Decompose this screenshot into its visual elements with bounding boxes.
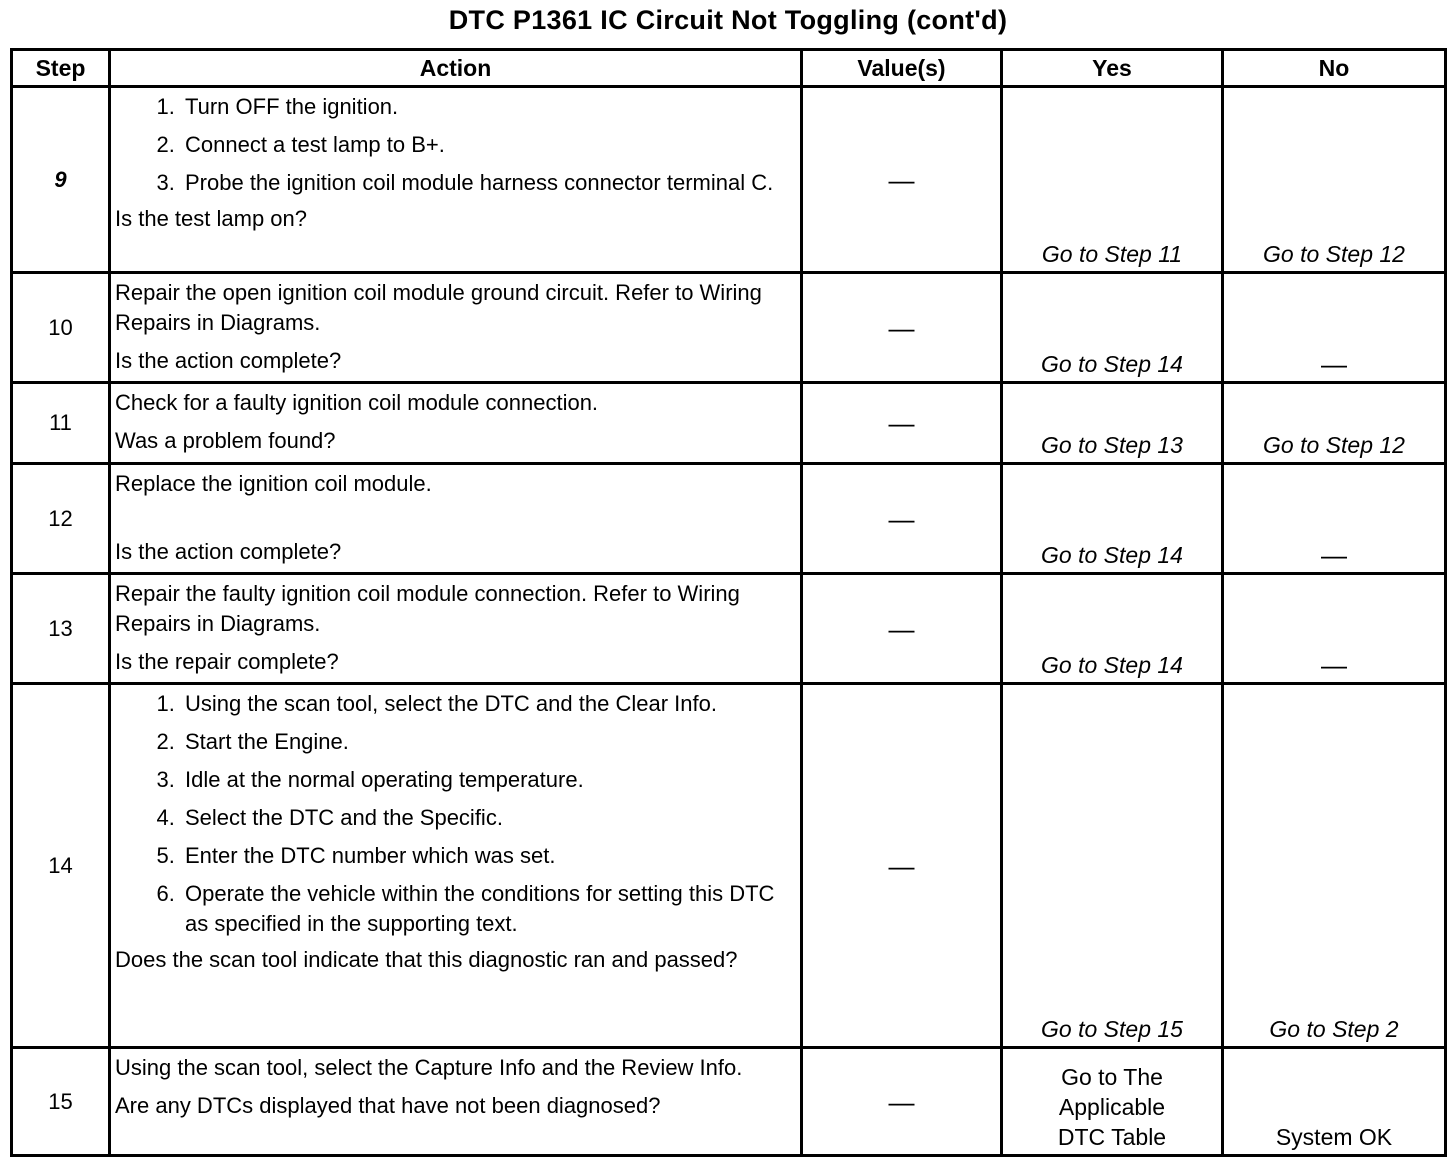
diagnostic-table [10,48,1447,1157]
action-cell [110,684,802,1048]
action-cell [110,273,802,383]
action-cell [110,464,802,574]
yes-cell: Go to Step 14 [1002,574,1223,684]
value-cell: — [802,684,1002,1048]
step-number: 9 [12,87,110,273]
list-item: 2. Start the Engine. [181,727,794,757]
header-action: Action [110,50,802,87]
action-question: Is the test lamp on? [115,206,307,231]
action-text: Repair the faulty ignition coil module connection. Refer to Wiring Repairs in Diagrams. [115,581,740,636]
action-text: Check for a faulty ignition coil module connection. [115,390,599,415]
yes-cell: Go to Step 14 [1002,464,1223,574]
list-item: 2. Connect a test lamp to B+. [181,130,794,160]
value-cell: — [802,574,1002,684]
action-question: Are any DTCs displayed that have not been diagnosed? [115,1093,661,1118]
table-row-step-13 [12,574,1446,684]
value-cell: — [802,1048,1002,1156]
action-cell [110,383,802,464]
table-row-step-9 [12,87,1446,273]
page-title: DTC P1361 IC Circuit Not Toggling (cont'd) [448,5,1008,35]
yes-line: Applicable [1058,1094,1166,1120]
yes-cell: Go to Step 15 [1002,684,1223,1048]
step-number: 10 [12,273,110,383]
list-item: 6. Operate the vehicle within the conditions for setting this DTC as specified in the supporting text. [181,879,794,939]
action-question: Is the action complete? [115,539,342,564]
step-number: 11 [12,383,110,464]
no-cell: Go to Step 12 [1223,383,1446,464]
table-row-step-14 [12,684,1446,1048]
step-number: 14 [12,684,110,1048]
action-question: Is the repair complete? [115,649,339,674]
action-text: Using the scan tool, select the Capture Info and the Review Info. [115,1055,743,1080]
list-item: 3. Probe the ignition coil module harness connector terminal C. [181,168,794,198]
yes-line: DTC Table [1057,1124,1167,1150]
blank-line [115,507,794,537]
no-cell: — [1223,574,1446,684]
action-cell [110,1048,802,1156]
action-list [115,689,794,939]
table-row-step-12 [12,464,1446,574]
table-row-step-15 [12,1048,1446,1156]
header-no: No [1223,50,1446,87]
no-cell: System OK [1223,1048,1446,1156]
no-cell: — [1223,273,1446,383]
action-question: Is the action complete? [115,348,342,373]
action-question: Does the scan tool indicate that this diagnostic ran and passed? [115,947,738,972]
value-cell: — [802,383,1002,464]
yes-cell: Go to Step 13 [1002,383,1223,464]
yes-cell: Go to Step 14 [1002,273,1223,383]
list-item: 1. Using the scan tool, select the DTC and the Clear Info. [181,689,794,719]
action-text: Replace the ignition coil module. [115,471,432,496]
list-item: 5. Enter the DTC number which was set. [181,841,794,871]
table-row-step-10 [12,273,1446,383]
header-values: Value(s) [802,50,1002,87]
header-row [12,50,1446,87]
action-question: Was a problem found? [115,428,336,453]
no-cell: Go to Step 2 [1223,684,1446,1048]
action-cell [110,574,802,684]
action-list [115,92,794,198]
no-cell: Go to Step 12 [1223,87,1446,273]
yes-cell: Go to Step 11 [1002,87,1223,273]
step-number: 13 [12,574,110,684]
yes-cell [1002,1048,1223,1156]
no-cell: — [1223,464,1446,574]
value-cell: — [802,273,1002,383]
value-cell: — [802,464,1002,574]
step-number: 12 [12,464,110,574]
action-text: Repair the open ignition coil module ground circuit. Refer to Wiring Repairs in Diagrams. [115,280,762,335]
header-step: Step [12,50,110,87]
yes-line: Go to The [1061,1064,1163,1090]
list-item: 1. Turn OFF the ignition. [181,92,794,122]
table-row-step-11 [12,383,1446,464]
action-cell [110,87,802,273]
step-number: 15 [12,1048,110,1156]
header-yes: Yes [1002,50,1223,87]
value-cell: — [802,87,1002,273]
list-item: 4. Select the DTC and the Specific. [181,803,794,833]
list-item: 3. Idle at the normal operating temperature. [181,765,794,795]
